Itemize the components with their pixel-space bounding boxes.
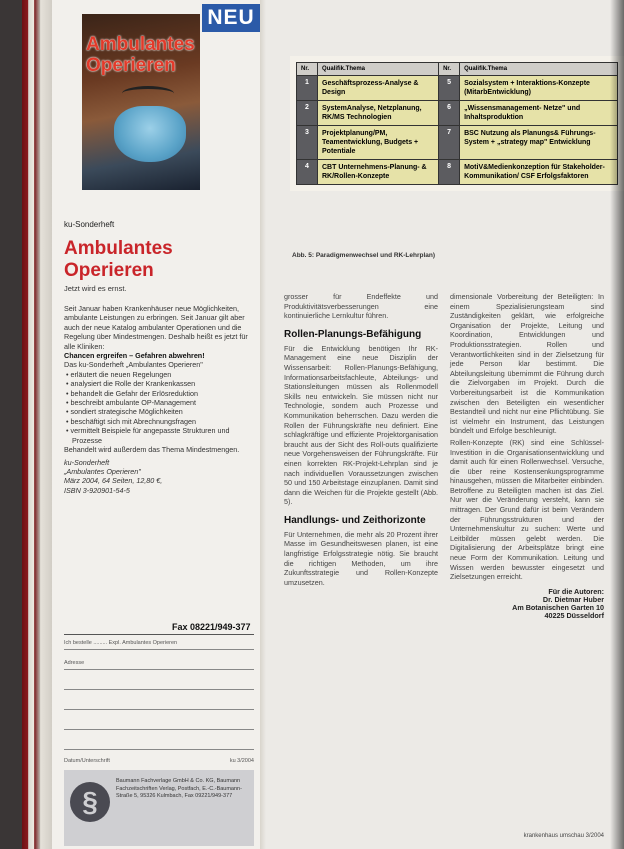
table-cell-topic: BSC Nutzung als Planungs& Führungs-System + „strategy map" Entwicklung — [460, 126, 618, 160]
curriculum-table — [296, 62, 618, 185]
advertisement-column — [52, 0, 260, 849]
ad-bullet: • beschreibt ambulante OP-Management — [72, 398, 250, 407]
ad-bullet: • erläutert die neuen Regelungen — [72, 370, 250, 379]
signature-line: Für die Autoren: — [548, 586, 604, 596]
order-form-footer — [64, 758, 254, 764]
table-cell-topic: MotiV&Medienkonzeption für Stakeholder- Kommunikation/ CSF Erfolgsfaktoren — [460, 160, 618, 185]
paragraph: dimensionale Vorbereitung der Beteiligten: In einem Spezialisierungsteam sind Zuständigkeiten geklärt, wie erfolgreiche Organisation der Projekte, Leitung und Koordination, Entwicklungen und Produktionsstrategien. Rollen und Verantwortlichkeiten sind in der Zielsetzung für jede Person klar bestimmt. Die Abteilungsleitung übernimmt die Führung durch die Zielvorgaben im Projekt. Durch die Vorbereitungsarbeit ist die Kommunikation zwischen den Beteiligten ein wesentlicher Bestandteil und nicht nur eine Pflichtübung. Sie ist vielmehr ein Instrument, das Leistungen bündelt und Erfolge beschleunigt. — [450, 292, 604, 436]
ad-headline: Chancen ergreifen – Gefahren abwehren! — [64, 351, 205, 361]
table-cell-number: 3 — [297, 126, 318, 160]
surgical-mask — [114, 106, 186, 162]
order-info — [64, 458, 250, 496]
order-form-quantity-line[interactable]: Ich bestelle ......... Expl. Ambulantes Operieren — [64, 640, 254, 650]
table-header-row — [297, 63, 618, 76]
publisher-box — [64, 770, 254, 846]
ad-bullet: • behandelt die Gefahr der Erlösreduktion — [72, 389, 250, 398]
ad-bullet-list — [64, 370, 250, 445]
publisher-address: Baumann Fachverlage GmbH & Co. KG, Baumann Fachzeitschriften Verlag, Postfach, E.-C.-Baumann-Straße 5, 95326 Kulmbach, Fax 09221/949-377 — [116, 778, 242, 799]
cover-title: Ambulantes Operieren — [86, 34, 195, 76]
ad-list-intro: Das ku-Sonderheft „Ambulantes Operieren" — [64, 360, 203, 370]
order-form-blank-line[interactable] — [64, 700, 254, 710]
ad-bullet: • beschäftigt sich mit Abrechnungsfragen — [72, 417, 250, 426]
table-cell-number: 2 — [297, 101, 318, 126]
order-series: ku-Sonderheft — [64, 457, 110, 467]
order-isbn: ISBN 3-920901-54-5 — [64, 485, 130, 495]
table-cell-topic: Projektplanung/PM, Teamentwicklung, Budgets + Potentiale — [318, 126, 439, 160]
page-footer: krankenhaus umschau 3/2004 — [523, 833, 604, 839]
table-cell-topic: „Wissensmanagement- Netze" und Inhaltsproduktion — [460, 101, 618, 126]
ad-extra: Behandelt wird außerdem das Thema Mindestmengen. — [64, 445, 240, 455]
author-signature — [450, 588, 604, 620]
section-heading: Handlungs- und Zeithorizonte — [284, 514, 426, 526]
new-badge: NEU — [202, 4, 260, 32]
figure-caption: Abb. 5: Paradigmenwechsel und RK-Lehrplan) — [292, 252, 436, 259]
paragraph: Für Unternehmen, die mehr als 20 Prozent ihrer Masse im Gesundheitswesen planen, ist eine langfristige Erfolgsstrategie nötig. Sie braucht die richtigen Methoden, um ihre Zukunftsstrategie und Rollen-Konzepte umzusetzen. — [284, 529, 438, 587]
order-form-date-signature: Datum/Unterschrift — [64, 758, 110, 764]
table-cell-topic: SystemAnalyse, Netzplanung, RK/MS Technologien — [318, 101, 439, 126]
order-form-blank-line[interactable] — [64, 720, 254, 730]
order-form-blank-line[interactable] — [64, 740, 254, 750]
table-header-cell: Qualifik.Thema — [318, 63, 439, 76]
signature-line: 40225 Düsseldorf — [544, 610, 604, 620]
ad-body — [64, 304, 250, 495]
article-column-2 — [450, 292, 604, 620]
gutter-divider — [260, 0, 266, 849]
table-cell-number: 8 — [439, 160, 460, 185]
signature-line: Am Botanischen Garten 10 — [512, 602, 604, 612]
order-form-address-line[interactable]: Adresse — [64, 660, 254, 670]
publisher-logo-icon: § — [70, 782, 110, 822]
magazine-page — [52, 0, 624, 849]
table-cell-number: 7 — [439, 126, 460, 160]
table-header-cell: Nr. — [297, 63, 318, 76]
paragraph: grosser für Endeffekte und Produktivitätsverbesserungen eine kontinuierliche Lernkultur führen. — [284, 292, 438, 321]
order-title: „Ambulantes Operieren" — [64, 466, 141, 476]
book-cover-image — [82, 14, 200, 190]
ad-bullet: • vermittelt Beispiele für angepasste Strukturen und Prozesse — [72, 426, 250, 445]
table-row — [297, 126, 618, 160]
ad-series-label: ku-Sonderheft — [64, 220, 115, 229]
ad-bullet: • sondiert strategische Möglichkeiten — [72, 407, 250, 416]
ad-bullet: • analysiert die Rolle der Krankenkassen — [72, 379, 250, 388]
article-column-1 — [284, 292, 438, 587]
order-form-issue: ku 3/2004 — [229, 758, 254, 764]
fax-number: Fax 08221/949-377 — [172, 622, 251, 632]
table-cell-number: 4 — [297, 160, 318, 185]
order-details: März 2004, 64 Seiten, 12,80 €, — [64, 476, 163, 486]
table-row — [297, 101, 618, 126]
table-cell-number: 5 — [439, 76, 460, 101]
table-cell-number: 1 — [297, 76, 318, 101]
ad-intro: Seit Januar haben Krankenhäuser neue Möglichkeiten, ambulante Leistungen zu erbringen. Seit Januar gilt aber auch der neue Katalog ambulanter Operationen und die Regelung über Mindestmengen. Deshalb heißt es jetzt für alle Kliniken: — [64, 304, 248, 351]
table-cell-topic: Geschäftsprozess-Analyse & Design — [318, 76, 439, 101]
curriculum-table-figure — [290, 56, 624, 191]
paragraph: Für die Entwicklung benötigen Ihr RK-Management eine neue Disziplin der Wissensarbeit: Rollen-Planungs-Befähigung, Informationsarbeitsfachleute, Abteilungs- und Stationsleitungen müssen als Rollenmodell Skills neu entwickeln. Sie müssen nicht nur Technologie, sondern auch Prozesse und Kommunikation beherrschen. Dazu werden die Rollen der Führungskräfte neu definiert. Eine schlagkräftige und effiziente Projektorganisation braucht aus der Sicht des Roll-outs qualifizierte neue Vorgehensweisen der Führungskräfte. Für einen korrekten RK-Projekt-Lehrplan sind je nach individuellen Voraussetzungen zwischen 50 und 150 Arbeitstage einzuplanen. Damit sind dann die Weichen für die Projekte gestellt (Abb. 5). — [284, 343, 438, 507]
order-form-blank-line[interactable] — [64, 680, 254, 690]
table-cell-topic: Sozialsystem + Interaktions-Konzepte (MitarbEntwicklung) — [460, 76, 618, 101]
divider — [64, 634, 254, 635]
surgeon-eyes — [122, 86, 174, 101]
table-cell-number: 6 — [439, 101, 460, 126]
table-header-cell: Nr. — [439, 63, 460, 76]
table-row — [297, 76, 618, 101]
table-row — [297, 160, 618, 185]
ad-title: Ambulantes Operieren — [64, 238, 173, 281]
table-cell-topic: CBT Unternehmens-Planung- & RK/Rollen-Konzepte — [318, 160, 439, 185]
signature-line: Dr. Dietmar Huber — [542, 594, 604, 604]
page-shadow — [610, 0, 624, 849]
table-header-cell: Qualifik.Thema — [460, 63, 618, 76]
paragraph: Rollen-Konzepte (RK) sind eine Schlüssel-Investition in die Organisationsentwicklung und damit auch für einen Rollenwechsel. Versuche, die über reine Kostensenkungsprogramme hinausgehen, müssen die Mitarbeiter einbinden. Betroffene zu Beteiligten machen ist das Ziel. Nur wer die Veränderung versteht, kann sie mittragen. Der Grund dafür ist beim Verändern der Führungsstrukturen und der Unternehmenskultur zu suchen: Werte und Leitbilder müssen gelebt werden. Die Digitalisierung der Arbeitsplätze bringt eine neue Form der Kommunikation. Leitung und Wissen werden bewusster eingesetzt und Zielsetzungen erreicht. — [450, 437, 604, 582]
ad-lead: Jetzt wird es ernst. — [64, 284, 127, 293]
section-heading: Rollen-Planungs-Befähigung — [284, 328, 422, 340]
